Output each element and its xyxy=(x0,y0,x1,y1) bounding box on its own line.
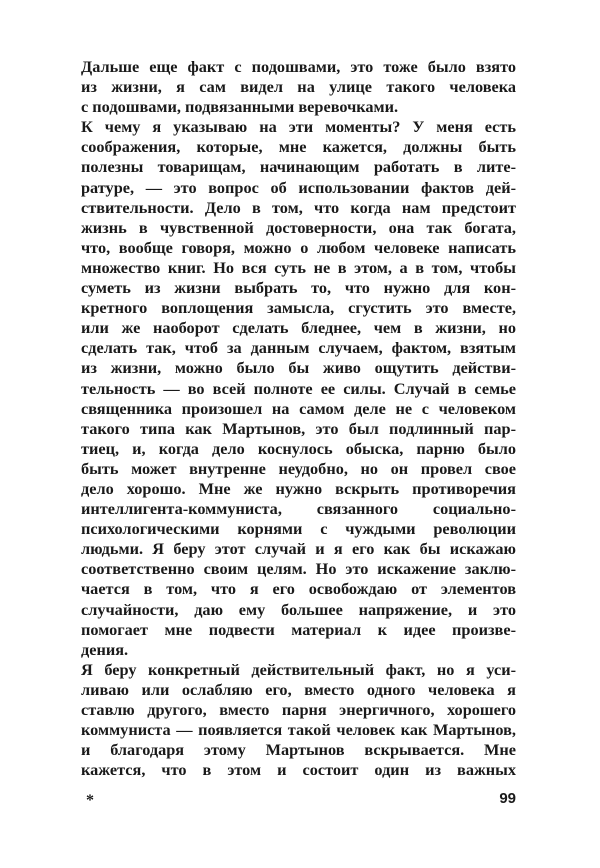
text-line: такого типа как Мартынов, это был подлинный пар- xyxy=(81,418,516,438)
text-line: жизнь в чувственной достоверности, она так богата, xyxy=(81,217,516,237)
text-line: или же наоборот сделать бледнее, чем в жизни, но xyxy=(81,318,516,338)
text-line: тельность — во всей полноте ее силы. Случай в семье xyxy=(81,378,516,398)
text-line: из жизни, можно было бы живо ощутить действи- xyxy=(81,358,516,378)
text-line: и благодаря этому Мартынов вскрывается. Мне xyxy=(81,740,516,760)
page-number: 99 xyxy=(499,790,516,807)
text-line: ратуре, — это вопрос об использовании фактов дей- xyxy=(81,177,516,197)
text-line: К чему я указываю на эти моменты? У меня есть xyxy=(81,117,516,137)
text-line: с подошвами, подвязанными веревочками. xyxy=(81,97,399,117)
text-line: помогает мне подвести материал к идее произве- xyxy=(81,619,516,639)
text-line: тиец, и, когда дело коснулось обыска, парню было xyxy=(81,438,516,458)
text-line: соображения, которые, мне кажется, должны быть xyxy=(81,137,516,157)
text-line: ставлю другого, вместо парня энергичного, хорошего xyxy=(81,700,516,719)
footnote-mark: * xyxy=(86,792,94,809)
text-line: суметь из жизни выбрать то, что нужно для кон- xyxy=(81,278,516,298)
text-line: полезны товарищам, начинающим работать в лите- xyxy=(81,157,516,177)
paragraph xyxy=(81,57,516,117)
text-line: чается в том, что я его освобождаю от элементов xyxy=(81,579,516,599)
page-body-text xyxy=(81,57,516,780)
text-line: кажется, что в этом и состоит один из важных xyxy=(81,760,516,780)
text-line: коммуниста — появляется такой человек как Мартынов, xyxy=(81,720,516,740)
text-line: психологическими корнями с чуждыми революции xyxy=(81,519,516,539)
text-line: Дальше еще факт с подошвами, это тоже было взято xyxy=(81,57,516,76)
text-line: интеллигента-коммуниста, связанного социально- xyxy=(81,499,516,519)
text-line: кретного воплощения замысла, сгустить это вместе, xyxy=(81,298,516,318)
text-line: быть может внутренне неудобно, но он провел свое xyxy=(81,458,516,478)
text-line: священника произошел на самом деле не с человеком xyxy=(81,398,516,418)
text-line: что, вообще говоря, можно о любом человеке написать xyxy=(81,237,516,257)
text-line: Я беру конкретный действительный факт, но я уси- xyxy=(81,659,516,679)
paragraph xyxy=(81,117,516,660)
text-line: дело хорошо. Мне же нужно вскрыть противоречия xyxy=(81,478,516,498)
text-line: соответственно своим целям. Но это искажение заклю- xyxy=(81,559,516,579)
text-line: людьми. Я беру этот случай и я его как бы искажаю xyxy=(81,539,516,559)
text-line: случайности, даю ему большее напряжение, и это xyxy=(81,599,516,619)
text-line: из жизни, я сам видел на улице такого человека xyxy=(81,77,516,97)
text-line: ливаю или ослабляю его, вместо одного человека я xyxy=(81,679,516,699)
paragraph xyxy=(81,660,516,781)
text-line: множество книг. Но вся суть не в этом, а в том, чтобы xyxy=(81,257,516,277)
text-line: сделать так, чтоб за данным случаем, фактом, взятым xyxy=(81,338,516,358)
text-line: ствительности. Дело в том, что когда нам предстоит xyxy=(81,197,516,217)
text-line: дения. xyxy=(81,639,129,659)
